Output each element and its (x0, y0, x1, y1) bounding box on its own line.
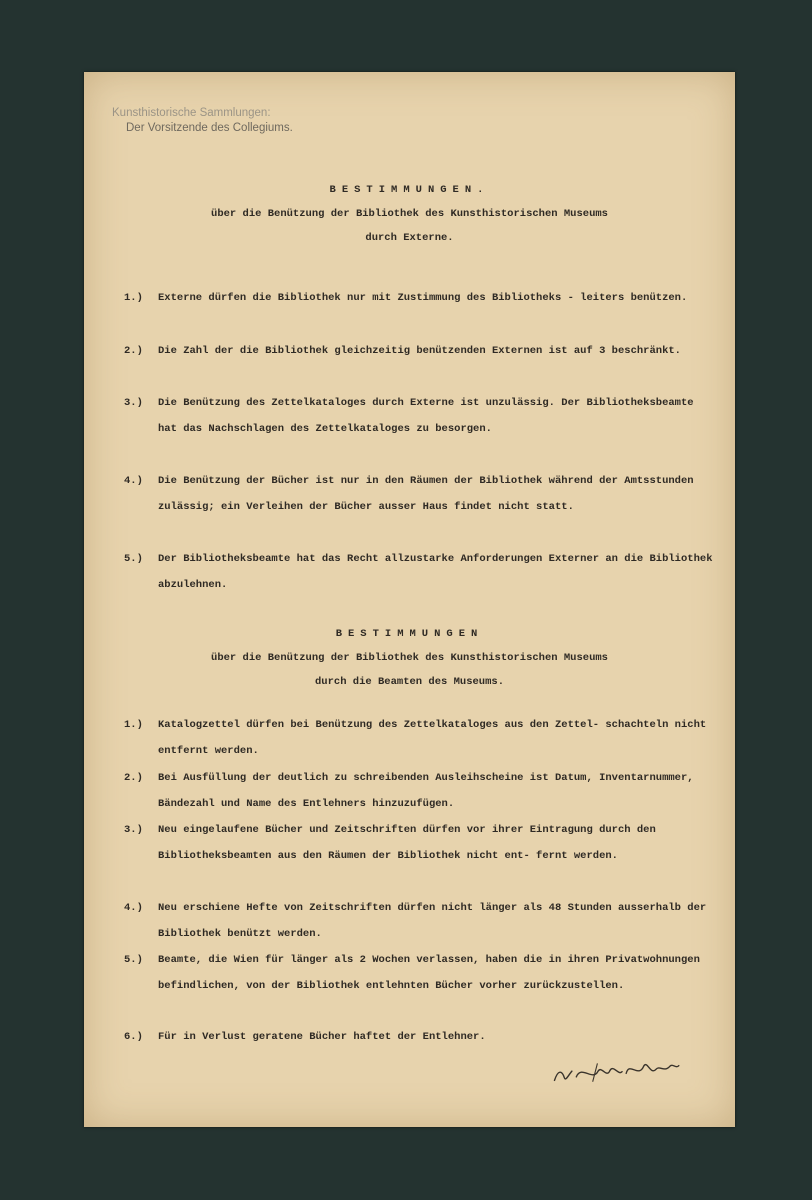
item-text: Beamte, die Wien für länger als 2 Wochen verlassen, haben die in ihren Privatwohnungen befindlichen, von der Bibliothek entlehnten Bücher vorher zurückzustellen. (158, 954, 700, 992)
item-number: 5.) (124, 553, 143, 565)
item-text: Externe dürfen die Bibliothek nur mit Zustimmung des Bibliotheks - leiters benützen. (158, 292, 688, 304)
letterhead-stamp (112, 106, 293, 136)
item-number: 5.) (124, 954, 143, 966)
section-2-title: BESTIMMUNGEN (335, 628, 484, 640)
section-1-item (124, 338, 714, 364)
letterhead-line-1: Kunsthistorische Sammlungen: (112, 107, 271, 119)
item-number: 6.) (124, 1031, 143, 1043)
section-1-subtitle: über die Benützung der Bibliothek des Kunsthistorischen Museums (211, 208, 608, 220)
item-number: 1.) (124, 292, 143, 304)
item-number: 3.) (124, 397, 143, 409)
section-2-heading (84, 628, 735, 688)
section-1-title: BESTIMMUNGEN. (329, 184, 490, 196)
item-text: Für in Verlust geratene Bücher haftet der Entlehner. (158, 1031, 486, 1043)
section-2-item (124, 1024, 714, 1050)
document-page (84, 72, 735, 1127)
section-2-subtitle: über die Benützung der Bibliothek des Kunsthistorischen Museums (211, 652, 608, 664)
item-text: Neu erschiene Hefte von Zeitschriften dürfen nicht länger als 48 Stunden ausserhalb der Bibliothek benützt werden. (158, 902, 707, 940)
section-2-item (124, 765, 714, 817)
section-2-item (124, 895, 714, 947)
item-number: 2.) (124, 772, 143, 784)
item-number: 4.) (124, 902, 143, 914)
section-2-item (124, 947, 714, 999)
item-text: Bei Ausfüllung der deutlich zu schreibenden Ausleihscheine ist Datum, Inventarnummer, Bändezahl und Name des Entlehners hinzuzufügen. (158, 772, 694, 810)
signature-scribble (551, 1053, 682, 1088)
item-number: 1.) (124, 719, 143, 731)
handwritten-signature (551, 1053, 682, 1088)
section-1-heading (84, 184, 735, 244)
section-2-item (124, 712, 714, 764)
item-text: Die Benützung des Zettelkataloges durch Externe ist unzulässig. Der Bibliotheksbeamte hat das Nachschlagen des Zettelkataloges zu besorgen. (158, 397, 694, 435)
item-number: 3.) (124, 824, 143, 836)
section-2-subtitle-2: durch die Beamten des Museums. (314, 676, 505, 688)
item-text: Die Zahl der die Bibliothek gleichzeitig benützenden Externen ist auf 3 beschränkt. (158, 345, 681, 357)
letterhead-line-2: Der Vorsitzende des Collegiums. (126, 122, 293, 134)
item-number: 4.) (124, 475, 143, 487)
section-1-subtitle-2: durch Externe. (365, 232, 454, 244)
item-text: Neu eingelaufene Bücher und Zeitschriften dürfen vor ihrer Eintragung durch den Bibliotheksbeamten aus den Räumen der Bibliothek nicht ent- fernt werden. (158, 824, 656, 862)
section-1-item (124, 468, 714, 520)
item-text: Der Bibliotheksbeamte hat das Recht allzustarke Anforderungen Externer an die Bibliothek abzulehnen. (158, 553, 713, 591)
section-1-item (124, 285, 714, 311)
section-1-item (124, 546, 714, 598)
item-text: Die Benützung der Bücher ist nur in den Räumen der Bibliothek während der Amtsstunden zulässig; ein Verleihen der Bücher ausser Haus findet nicht statt. (158, 475, 694, 513)
item-number: 2.) (124, 345, 143, 357)
section-1-item (124, 390, 714, 442)
item-text: Katalogzettel dürfen bei Benützung des Zettelkataloges aus den Zettel- schachteln nicht entfernt werden. (158, 719, 707, 757)
section-2-item (124, 817, 714, 869)
